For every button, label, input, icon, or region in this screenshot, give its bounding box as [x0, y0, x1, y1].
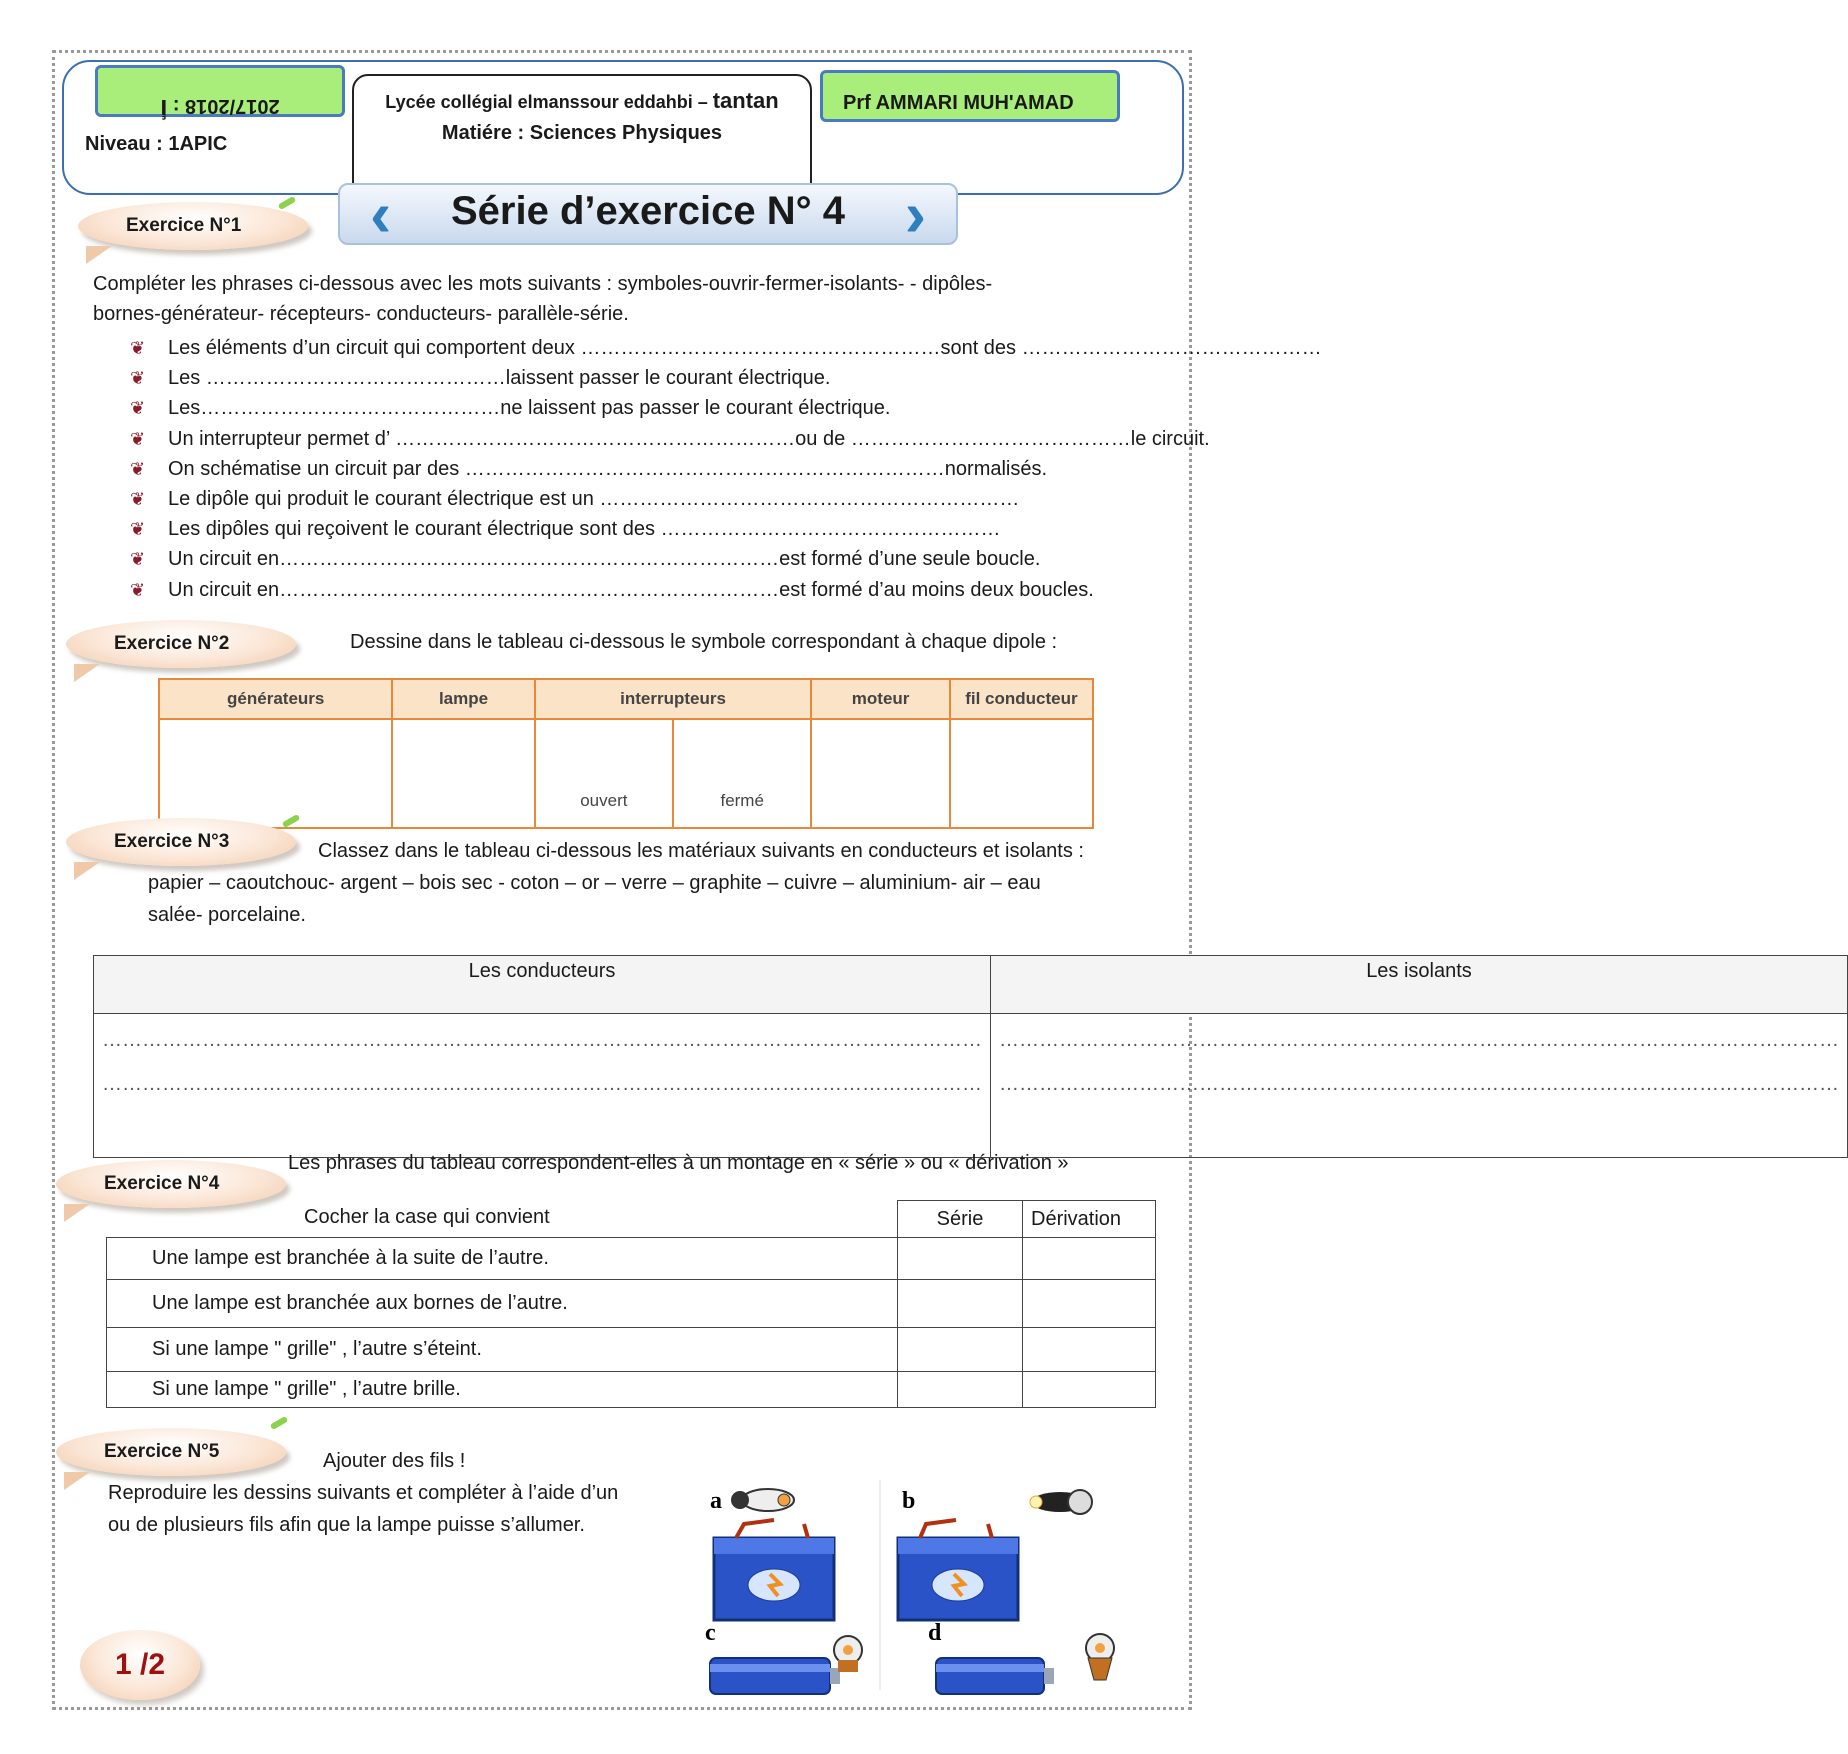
- col-header: moteur: [811, 679, 949, 719]
- ex1-list: [130, 333, 1322, 605]
- checkbox-derivation[interactable]: [1023, 1280, 1156, 1328]
- checkbox-derivation[interactable]: [1023, 1328, 1156, 1372]
- bullet-icon: ❦: [130, 428, 146, 449]
- school-city: tantan: [712, 88, 779, 113]
- circuit-figures: [680, 1480, 1140, 1700]
- ex3-instruction: Classez dans le tableau ci-dessous les matériaux suivants en conducteurs et isolants :: [318, 840, 1084, 862]
- battery-icon: [936, 1658, 1054, 1694]
- school-line: [354, 88, 810, 114]
- drawing-cell[interactable]: [950, 719, 1093, 828]
- checkbox-serie[interactable]: [898, 1328, 1023, 1372]
- teacher-ribbon: [820, 70, 1120, 122]
- table-row: Si une lampe " grille" , l’autre s’éteint.: [107, 1328, 898, 1372]
- list-item: ❦ Un circuit en…………………………………………………………………est formé d’une seule boucle.: [130, 544, 1322, 574]
- bullet-icon: ❦: [130, 368, 146, 389]
- drawing-cell-open[interactable]: ouvert: [535, 719, 673, 828]
- table-row: Une lampe est branchée à la suite de l’autre.: [107, 1238, 898, 1280]
- bullet-icon: ❦: [130, 579, 146, 600]
- ex3-materials-2: salée- porcelaine.: [148, 904, 306, 926]
- col-insulators: Les isolants: [991, 956, 1848, 1014]
- battery-icon: [714, 1520, 834, 1620]
- col-header: fil conducteur: [950, 679, 1093, 719]
- list-item: ❦ Les dipôles qui reçoivent le courant électrique sont des ……………………………………………: [130, 514, 1322, 544]
- ex5-text-2: ou de plusieurs fils afin que la lampe puisse s’allumer.: [108, 1514, 585, 1536]
- lamp-icon: [1086, 1634, 1114, 1680]
- bullet-icon: ❦: [130, 549, 146, 570]
- ex2-instruction: Dessine dans le tableau ci-dessous le symbole correspondant à chaque dipole :: [350, 631, 1058, 653]
- col-header: lampe: [392, 679, 534, 719]
- subject: Matiére : Sciences Physiques: [441, 122, 723, 144]
- battery-icon: [710, 1658, 840, 1694]
- ex4-instruction: Les phrases du tableau correspondent-elles à un montage en « série » ou « dérivation »: [288, 1152, 1069, 1174]
- materials-table: [93, 955, 1848, 1158]
- list-item: ❦ Le dipôle qui produit le courant électrique est un ………………………………………………………: [130, 484, 1322, 514]
- table-row: Si une lampe " grille" , l’autre brille.: [107, 1372, 898, 1408]
- col-header: interrupteurs: [535, 679, 812, 719]
- title-bar: [338, 178, 958, 250]
- lamp-icon: [731, 1489, 794, 1511]
- lamp-icon: [834, 1636, 862, 1672]
- ex2-label: Exercice N°2: [66, 620, 296, 668]
- bullet-icon: ❦: [130, 488, 146, 509]
- checkbox-derivation[interactable]: [1023, 1238, 1156, 1280]
- ex1-label: Exercice N°1: [78, 202, 308, 250]
- list-item: ❦ Un circuit en…………………………………………………………………est formé d’au moins deux boucles.: [130, 575, 1322, 605]
- date-text: 2017/2018 : أ: [160, 95, 280, 117]
- ex4-label: Exercice N°4: [56, 1160, 286, 1208]
- insulators-cell[interactable]: ……………………………………………………………………………………………………………… ………………………………………………………………………………………………………………: [991, 1014, 1848, 1158]
- school-name: Lycée collégial elmanssour eddahbi –: [385, 92, 708, 112]
- checkbox-serie[interactable]: [898, 1238, 1023, 1280]
- fig-label-a: a: [710, 1488, 722, 1514]
- col-derivation: Dérivation: [1023, 1201, 1156, 1238]
- fig-label-b: b: [902, 1488, 916, 1514]
- ex5-text-1: Reproduire les dessins suivants et compléter à l’aide d’un: [108, 1482, 619, 1504]
- table-row: Une lampe est branchée aux bornes de l’autre.: [107, 1280, 898, 1328]
- drawing-cell[interactable]: [392, 719, 534, 828]
- ex1-intro-2: bornes-générateur- récepteurs- conducteurs- parallèle-série.: [93, 303, 629, 325]
- chevron-left-icon: ‹: [370, 178, 392, 250]
- checkbox-serie[interactable]: [898, 1280, 1023, 1328]
- ex1-intro-1: Compléter les phrases ci-dessous avec les mots suivants : symboles-ouvrir-fermer-isolants- - dipôles-: [93, 273, 993, 295]
- teacher-name: Prf AMMARI MUH'AMAD: [843, 92, 1074, 114]
- lamp-icon: [1030, 1490, 1092, 1514]
- bullet-icon: ❦: [130, 338, 146, 358]
- col-header: générateurs: [159, 679, 392, 719]
- fig-label-d: d: [928, 1620, 942, 1646]
- col-conductors: Les conducteurs: [94, 956, 991, 1014]
- ex5-subtitle: Ajouter des fils !: [323, 1450, 466, 1472]
- chevron-right-icon: ›: [904, 178, 926, 250]
- conductors-cell[interactable]: …………………………………………………………………………………………………………………… ……………………………………………………………………………………………………………………: [94, 1014, 991, 1158]
- drawing-cell[interactable]: [159, 719, 392, 828]
- list-item: ❦ On schématise un circuit par des ………………………………………………………………normalisés.: [130, 454, 1322, 484]
- checkbox-serie[interactable]: [898, 1372, 1023, 1408]
- ex3-label: Exercice N°3: [66, 818, 296, 866]
- dipole-table: [158, 678, 1094, 829]
- drawing-cell[interactable]: [811, 719, 949, 828]
- col-serie: Série: [898, 1201, 1023, 1238]
- level: Niveau : 1APIC: [85, 133, 228, 155]
- ex5-label: Exercice N°5: [56, 1428, 286, 1476]
- list-item: ❦ Un interrupteur permet d’ ……………………………………………………ou de ……………………………………le circuit.: [130, 424, 1322, 454]
- drawing-cell-closed[interactable]: fermé: [673, 719, 811, 828]
- ex4-check-label: Cocher la case qui convient: [304, 1206, 550, 1228]
- checkbox-derivation[interactable]: [1023, 1372, 1156, 1408]
- bullet-icon: ❦: [130, 519, 146, 540]
- fig-label-c: c: [705, 1620, 716, 1646]
- circuit-table: [106, 1200, 1156, 1408]
- ex3-materials-1: papier – caoutchouc- argent – bois sec - coton – or – verre – graphite – cuivre – aluminium- air – eau: [148, 872, 1041, 894]
- page-title: Série d’exercice N° 4: [450, 189, 846, 233]
- bullet-icon: ❦: [130, 458, 146, 479]
- bullet-icon: ❦: [130, 398, 146, 419]
- battery-icon: [898, 1520, 1018, 1620]
- list-item: ❦ Les ………………………………………laissent passer le courant électrique.: [130, 363, 1322, 393]
- list-item: ❦ Les éléments d’un circuit qui comportent deux ………………………………………………sont des ………………………………………: [130, 333, 1322, 363]
- list-item: ❦ Les………………………………………ne laissent pas passer le courant électrique.: [130, 393, 1322, 423]
- date-ribbon: [95, 65, 345, 117]
- page-number: 1 /2: [80, 1630, 200, 1700]
